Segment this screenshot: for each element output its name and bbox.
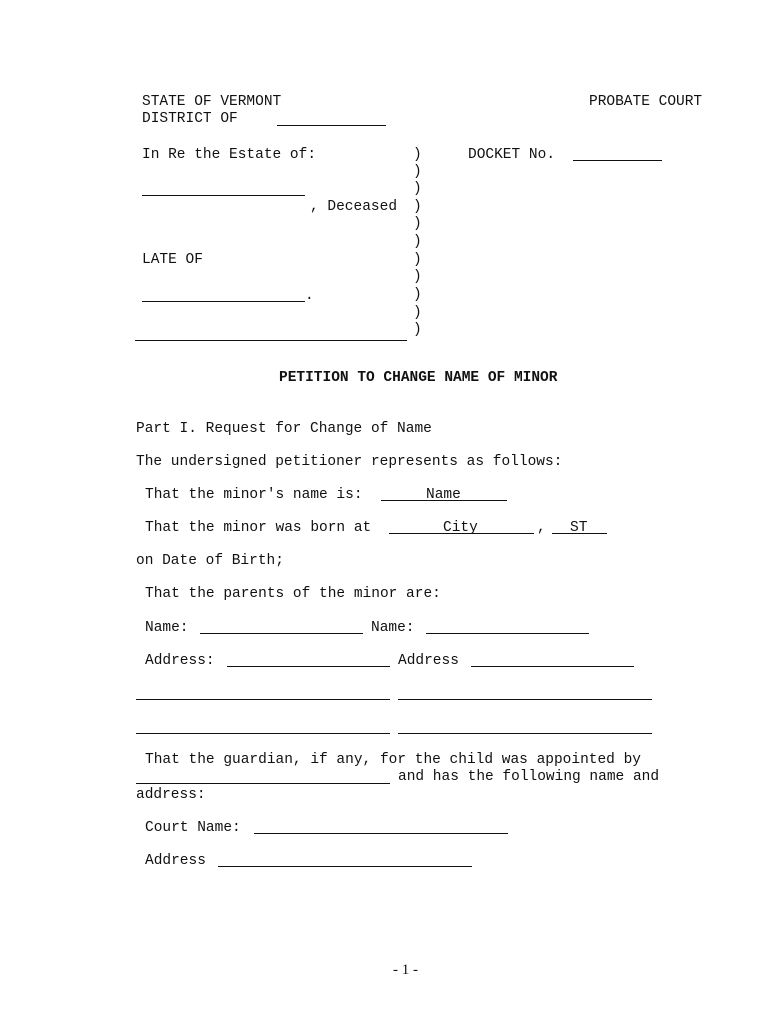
court-heading: PROBATE COURT	[589, 94, 703, 110]
dob-label: on Date of Birth;	[136, 553, 284, 569]
court-name-label: Court Name:	[145, 820, 241, 836]
docket-number-blank[interactable]	[573, 160, 662, 161]
minor-name-label: That the minor's name is:	[145, 487, 363, 503]
guardian-text-line1: That the guardian, if any, for the child was appointed by	[145, 752, 641, 768]
birth-state-value[interactable]: ST	[570, 520, 588, 536]
guardian-address-blank[interactable]	[218, 866, 472, 867]
caption-paren: )	[413, 216, 422, 232]
court-name-blank[interactable]	[254, 833, 508, 834]
parent1-address-line3[interactable]	[136, 733, 390, 734]
parent1-name-blank[interactable]	[200, 633, 363, 634]
district-label: DISTRICT OF	[142, 111, 238, 127]
caption-paren: )	[413, 252, 422, 268]
state-heading: STATE OF VERMONT	[142, 94, 282, 110]
caption-bottom-line	[135, 340, 407, 341]
late-of-blank[interactable]	[142, 301, 305, 302]
page-number: - 1 -	[393, 962, 418, 978]
parent1-address-blank[interactable]	[227, 666, 390, 667]
birth-city-value[interactable]: City	[443, 520, 478, 536]
caption-paren: )	[413, 269, 422, 285]
caption-paren: )	[413, 147, 422, 163]
guardian-address-label: Address	[145, 853, 206, 869]
caption-paren: )	[413, 234, 422, 250]
parent2-address-line3[interactable]	[398, 733, 652, 734]
docket-label: DOCKET No.	[468, 147, 556, 163]
minor-name-value[interactable]: Name	[426, 487, 461, 503]
caption-paren: )	[413, 287, 422, 303]
petition-title: PETITION TO CHANGE NAME OF MINOR	[279, 370, 558, 386]
birthplace-label: That the minor was born at	[145, 520, 372, 536]
parent1-name-label: Name:	[145, 620, 189, 636]
deceased-label: , Deceased	[310, 199, 398, 215]
caption-paren: )	[413, 164, 422, 180]
late-of-period: .	[305, 288, 314, 304]
parent2-name-blank[interactable]	[426, 633, 589, 634]
caption-paren: )	[413, 181, 422, 197]
decedent-name-blank[interactable]	[142, 195, 305, 196]
parent2-address-label: Address	[398, 653, 459, 669]
district-blank[interactable]	[277, 125, 386, 126]
parent2-address-line2[interactable]	[398, 699, 652, 700]
intro-text: The undersigned petitioner represents as follows:	[136, 454, 563, 470]
guardian-text-line3: address:	[136, 787, 206, 803]
parent2-name-label: Name:	[371, 620, 415, 636]
caption-paren: )	[413, 322, 422, 338]
guardian-text-line2: and has the following name and	[398, 769, 660, 785]
parent1-address-line2[interactable]	[136, 699, 390, 700]
caption-paren: )	[413, 199, 422, 215]
guardian-appointing-court-blank[interactable]	[136, 783, 390, 784]
birthplace-comma: ,	[537, 520, 546, 536]
part1-heading: Part I. Request for Change of Name	[136, 421, 432, 437]
parent2-address-blank[interactable]	[471, 666, 634, 667]
estate-label: In Re the Estate of:	[142, 147, 317, 163]
parent1-address-label: Address:	[145, 653, 215, 669]
parents-label: That the parents of the minor are:	[145, 586, 441, 602]
late-of-label: LATE OF	[142, 252, 203, 268]
caption-paren: )	[413, 305, 422, 321]
